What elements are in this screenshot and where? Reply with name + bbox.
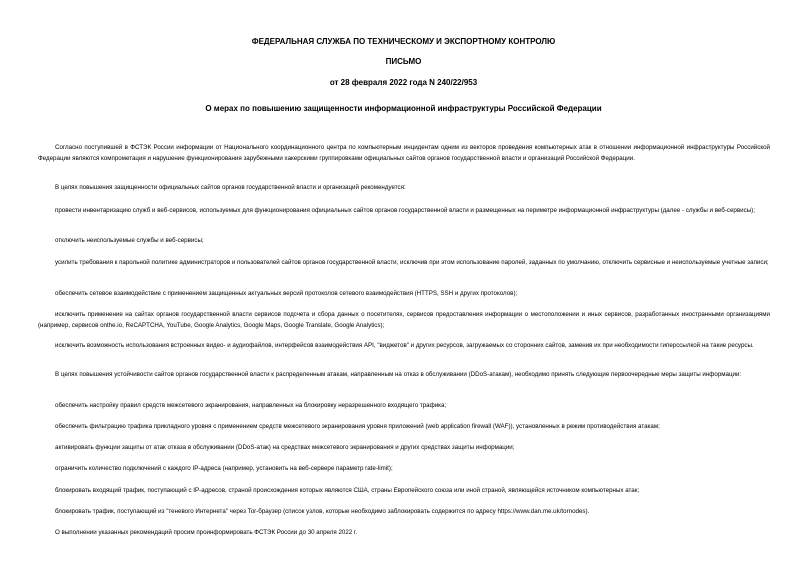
paragraph: обеспечить сетевое взаимодействие с применением защищенных актуальных версий протоколов сетевого взаимодействия (HTTPS, SSH и других протоколов);	[55, 290, 518, 297]
paragraph: блокировать трафик, поступающий из "теневого Интернета" через Tor-браузер (список узлов, которые необходимо заблокировать содержится по адресу https://www.dan.me.uk/tornodes).	[55, 508, 590, 515]
paragraph: исключить применение на сайтах органов государственной власти сервисов подсчета и сбора данных о посетителях, сервисов предоставления информации о местоположении и иных сервисов, разработанных иностранными организациями (например, сервисов onthe.io, ReCAPTCHA, YouTube, Google Analytics, Google Maps, Google Translate, Google Analytics);	[38, 311, 770, 329]
paragraph: ограничить количество подключений с каждого IP-адреса (например, установить на веб-сервере параметр rate-limit);	[55, 465, 393, 472]
document-type: ПИСЬМО	[385, 57, 422, 66]
paragraph: В целях повышения устойчивости сайтов органов государственной власти к распределенным атакам, направленным на отказ в обслуживании (DDoS-атакам), необходимо принять следующие первоочередные меры защиты информации:	[55, 371, 742, 378]
paragraph: Согласно поступившей в ФСТЭК России информации от Национального координационного центра по компьютерным инцидентам одним из векторов проведения компьютерных атак в отношении информационной инфраструктуры Российской Федерации являются компрометация и нарушение функционирования зарубежными хакерскими группировками официальных сайтов органов государственной власти и организаций Российской Федерации.	[38, 144, 770, 162]
paragraph: обеспечить фильтрацию трафика прикладного уровня с применением средств межсетевого экранирования уровня приложений (web application firewall (WAF)), установленных в режим противодействия атакам;	[55, 423, 660, 430]
paragraph: О выполнении указанных рекомендаций просим проинформировать ФСТЭК России до 30 апреля 2022 г.	[55, 529, 358, 536]
paragraph: усилить требования к парольной политике администраторов и пользователей сайтов органов государственной власти, исключив при этом использование паролей, заданных по умолчанию, отключить сервисные и неиспользуемые учетные записи;	[55, 259, 769, 266]
document-date-number: от 28 февраля 2022 года N 240/22/953	[329, 78, 478, 87]
paragraph: отключить неиспользуемые службы и веб-сервисы;	[55, 237, 204, 244]
paragraph: провести инвентаризацию служб и веб-сервисов, используемых для функционирования официальных сайтов органов государственной власти и размещенных на периметре информационной инфраструктуры (далее - службы и веб-сервисы);	[55, 207, 755, 214]
paragraph: блокировать входящий трафик, поступающий с IP-адресов, страной происхождения которых являются США, страны Европейского союза или иной страной, являющейся источником компьютерных атак;	[55, 487, 640, 494]
paragraph: исключить возможность использования встроенных видео- и аудиофайлов, интерфейсов взаимодействия API, "виджетов" и других ресурсов, загружаемых со сторонних сайтов, заменив их при необходимости гиперссылкой на такие ресурсы.	[55, 342, 754, 349]
document-subject: О мерах по повышению защищенности информационной инфраструктуры Российской Федерации	[205, 104, 602, 113]
paragraph: В целях повышения защищенности официальных сайтов органов государственной власти и организаций рекомендуется:	[55, 184, 406, 191]
paragraph: активировать функции защиты от атак отказа в обслуживании (DDoS-атак) на средствах межсетевого экранирования и других средствах защиты информации;	[55, 444, 515, 451]
paragraph: обеспечить настройку правил средств межсетевого экранирования, направленных на блокировку неразрешенного входящего трафика;	[55, 402, 447, 409]
agency-heading: ФЕДЕРАЛЬНАЯ СЛУЖБА ПО ТЕХНИЧЕСКОМУ И ЭКСПОРТНОМУ КОНТРОЛЮ	[251, 37, 556, 46]
